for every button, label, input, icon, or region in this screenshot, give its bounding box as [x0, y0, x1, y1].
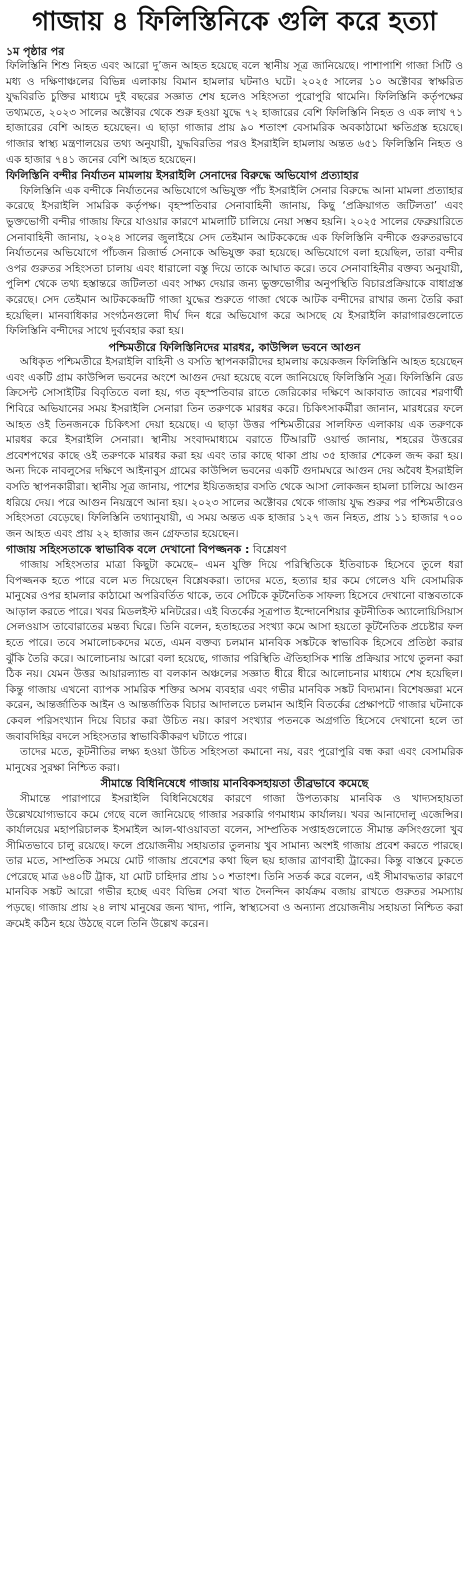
paragraph-6: সীমান্তে পারাপারে ইসরাইলি বিধিনিষেধের কারণে গাজা উপত্যকায় মানবিক ও খাদ্যসহায়তা উল্লেখযোগ্যভাবে কমে গেছে বলে জানিয়েছে গাজার সরকারি গণমাধ্যম কার্যালয়। খবর আনাদোলু এজেন্সির। কার্যালয়ের মহাপরিচালক ইসমাইল আল-থাওয়াবতা বলেন, সাম্প্রতিক সপ্তাহগুলোতে সীমান্ত ক্রসিংগুলো খুব সীমিতভাবে চালু রয়েছে। ফলে প্রয়োজনীয় সহায়তার তুলনায় খুব সামান্য অংশই গাজায় প্রবেশ করতে পারছে। তার মতে, সাম্প্রতিক সময়ে মোট গাজায় প্রবেশের কথা ছিল ছয় হাজার ত্রাণবাহী ট্রাকের। কিন্তু বাস্তবে ঢুকতে পেরেছে মাত্র ৬৪০টি ট্রাক, যা মোট চাহিদার প্রায় ১০ শতাংশ। তিনি সতর্ক করে বলেন, এই সীমাবদ্ধতার কারণে মানবিক সঙ্কট আরো গভীর হচ্ছে এবং বিভিন্ন সেবা খাত দৈনন্দিন কার্যক্রম বজায় রাখতে গুরুতর সমস্যায় পড়ছে। গাজায় প্রায় ২৪ লাখ মানুষের জন্য খাদ্য, পানি, স্বাস্থ্যসেবা ও অন্যান্য প্রয়োজনীয় সহায়তা নিশ্চিত করা ক্রমেই কঠিন হয়ে উঠছে বলে তিনি উল্লেখ করেন। — [6, 792, 463, 930]
paragraph-4: গাজায় সহিংসতার মাত্রা কিছুটা কমেছে– এমন যুক্তি দিয়ে পরিস্থিতিকে ইতিবাচক হিসেবে তুলে ধরা বিপজ্জনক হতে পারে বলে মত দিয়েছেন বিশ্লেষকরা। তাদের মতে, হত্যার হার কমে গেলেও যদি বেসামরিক মানুষের ওপর হামলার কাঠামো অপরিবর্তিত থাকে, তবে সেটিকে কূটনৈতিক সাফল্য হিসেবে দেখানো বাস্তবতাকে আড়াল করতে পারে। খবর মিডলইস্ট মনিটরের। এই বিতর্কের সূত্রপাত ইন্দোনেশিয়ার কূটনীতিক অ্যালোয়িসিয়াস সেলওয়াস তাবোরাতের মন্তব্য ঘিরে। তিনি বলেন, হতাহতের সংখ্যা কমে আসা হয়তো কূটনৈতিক প্রচেষ্টার ফল হতে পারে। তবে সমালোচকদের মতে, এমন বক্তব্য চলমান মানবিক সঙ্কটকে স্বাভাবিক হিসেবে প্রতিষ্ঠা করার ঝুঁকি তৈরি করে। আলোচনায় আরো বলা হয়েছে, গাজার পরিস্থিতি ঐতিহাসিক শান্তি প্রক্রিয়ার সাথে তুলনা করা ঠিক নয়। যেমন উত্তর আয়ারল্যান্ড বা বলকান অঞ্চলের সজ্ঞাত ধীরে ধীরে আলোচনার মাধ্যমে শেষ হয়েছিল। কিন্তু গাজায় এখনো ব্যাপক সামরিক শক্তির অসম ব্যবহার এবং গভীর মানবিক সঙ্কট বিদ্যমান। বিশেষজ্ঞরা মনে করেন, আন্তর্জাতিক আইন ও আন্তর্জাতিক বিচার আদালতে চলমান আইনি বিতর্কের প্রেক্ষাপটে গাজার ঘটনাকে কেবল পরিসংখ্যান দিয়ে বিচার করা উচিত নয়। কারণ সংখ্যার পতনকে অগ্রগতি হিসেবে দেখানো হলে তা জবাবদিহির বদলে সহিংসতার স্বাভাবিকীকরণ ঘটাতে পারে। — [6, 559, 463, 743]
subheading-3-tag: বিশ্লেষণ — [249, 543, 287, 557]
headline: গাজায় ৪ ফিলিস্তিনিকে গুলি করে হত্যা — [32, 7, 437, 37]
subheading-4: সীমান্তে বিধিনিষেধে গাজায় মানবিকসহায়তা তীব্রভাবে কমেছে — [100, 777, 369, 791]
continuation-label: ১ম পৃষ্ঠার পর — [6, 45, 65, 58]
subheading-3 — [6, 542, 463, 558]
subheading-3-bold: গাজায় সহিংসতাকে স্বাভাবিক বলে দেখানো বিপজ্জনক : — [6, 543, 250, 557]
paragraph-1: ফিলিস্তিনি শিশু নিহত এবং আরো দু’জন আহত হয়েছে বলে স্থানীয় সূত্র জানিয়েছে। পাশাপাশি গাজা সিটি ও মধ্য ও দক্ষিণাঞ্চলের বিভিন্ন এলাকায় বিমান হামলার ঘটনাও ঘটে। ২০২৫ সালের ১০ অক্টোবর স্বাক্ষরিত যুদ্ধবিরতি চুক্তির মাধ্যমে দুই বছরের সজ্ঞাত শেষ হলেও সহিংসতা পুরোপুরি থামেনি। ফিলিস্তিনি কর্তৃপক্ষের তথ্যমতে, ২০২৩ সালের অক্টোবর থেকে শুরু হওয়া যুদ্ধে ৭২ হাজারের বেশি ফিলিস্তিনি নিহত ও এক লাখ ৭১ হাজারের বেশি আহত হয়েছেন। এ ছাড়া গাজার প্রায় ৯০ শতাংশ বেসামরিক অবকাঠামো ক্ষতিগ্রস্ত হয়েছে। গাজার স্বাস্থ্য মন্ত্রণালয়ের তথ্য অনুযায়ী, যুদ্ধবিরতির পরও ইসরাইলি হামলায় অন্তত ৬৫১ ফিলিস্তিনি নিহত ও এক হাজার ৭৪১ জনের বেশি আহত হয়েছেন। — [6, 60, 463, 166]
paragraph-3: অধিকৃত পশ্চিমতীরে ইসরাইলি বাহিনী ও বসতি স্থাপনকারীদের হামলায় কয়েকজন ফিলিস্তিনি আহত হয়েছেন এবং একটি গ্রাম কাউন্সিল ভবনের অংশে আগুন দেয়া হয়েছে বলে জানিয়েছে ফিলিস্তিনি সূত্র। ফিলিস্তিনি রেড ক্রিসেন্ট সোসাইটির বিবৃতিতে বলা হয়, গত বৃহস্পতিবার রাতে জেরিকোর দক্ষিণে আকাবাত জাবের শরণার্থী শিবিরে অভিযানের সময় ইসরাইলি সেনারা তিন তরুণকে মারধর করে। চিকিৎসাকর্মীরা জানান, মারধরের ফলে আহত ওই তিনজনকে চিকিৎসা দেয়া হয়েছে। এ ছাড়া উত্তর পশ্চিমতীরের সালফিত এলাকায় এক তরুণকে মারধর করে ইসরাইলি সেনারা। স্থানীয় সংবাদমাধ্যমে বরাতে টিআরটি ওয়ার্ল্ড জানায়, শহরের উত্তরের প্রবেশপথের কাছে ওই তরুণকে মারধর করা হয় এবং তার কাছে থাকা প্রায় ৩৫ হাজার শেকেল জব্দ করা হয়। অন্য দিকে নাবলুসের দক্ষিণে আইনাবুস গ্রামের কাউন্সিল ভবনের একটি গুদামঘরে আগুন দেয় অবৈধ ইসরাইলি বসতি স্থাপনকারীরা। স্থানীয় সূত্র জানায়, পাশের ইয়িতজহার বসতি থেকে আসা লোকজন হামলা চালিয়ে আগুন ধরিয়ে দেয়। পরে আগুন নিয়ন্ত্রণে আনা হয়। ২০২৩ সালের অক্টোবর থেকে গাজায় যুদ্ধ শুরুর পর পশ্চিমতীরেও সহিংসতা বেড়েছে। ফিলিস্তিনি তথ্যানুযায়ী, এ সময় অন্তত এক হাজার ১২৭ জন নিহত, প্রায় ১১ হাজার ৭০০ জন আহত এবং প্রায় ২২ হাজার জন গ্রেফতার হয়েছেন। — [6, 356, 463, 540]
subheading-1: ফিলিস্তিনি বন্দীর নির্যাতন মামলায় ইসরাইলি সেনাদের বিরুদ্ধে অভিযোগ প্রত্যাহার — [6, 169, 359, 183]
paragraph-2: ফিলিস্তিনি এক বন্দীকে নির্যাতনের অভিযোগে অভিযুক্ত পাঁচ ইসরাইলি সেনার বিরুদ্ধে আনা মামলা প্রত্যাহার করেছে ইসরাইলি সামরিক কর্তৃপক্ষ। বৃহস্পতিবার সেনাবাহিনী জানায়, কিছু ‘প্রক্রিয়াগত জটিলতা’ এবং ভুক্তভোগী বন্দীর গাজায় ফিরে যাওয়ার কারণে মামলাটি চালিয়ে নেয়া সম্ভব হয়নি। ২০২৫ সালের ফেব্রুয়ারিতে সেনাবাহিনী জানায়, ২০২৪ সালের জুলাইয়ে সেদ তেইমান আটককেন্দ্রে এক ফিলিস্তিনি বন্দীকে গুরুতরভাবে নির্যাতনের অভিযোগে পাঁচজন রিজার্ভ সেনাকে অভিযুক্ত করা হয়েছে। অভিযোগে বলা হয়েছিল, তারা বন্দীর ওপর গুরুতর সহিংসতা চালায় এবং ধারালো বস্তু দিয়ে তাকে আঘাত করে। তবে সেনাবাহিনীর বক্তব্য অনুযায়ী, পুলিশ থেকে তথ্য হস্তান্তরে জটিলতা এবং সাক্ষ্য দেয়ার জন্য ভুক্তভোগীর অনুপস্থিতি বিচারপ্রক্রিয়াকে বাধাগ্রস্ত করেছে। সেদ তেইমান আটককেন্দ্রটি গাজা যুদ্ধের শুরুতে গাজা থেকে আটক বন্দীদের রাখার জন্য তৈরি করা হয়েছিল। মানবাধিকার সংগঠনগুলো দীর্ঘ দিন ধরে অভিযোগ করে আসছে যে ইসরাইলি কারাগারগুলোতে ফিলিস্তিনি বন্দীদের সাথে দুর্ব্যবহার করা হয়। — [6, 184, 463, 338]
subheading-2: পশ্চিমতীরে ফিলিস্তিনিদের মারধর, কাউন্সিল ভবনে আগুন — [108, 340, 361, 354]
paragraph-5: তাদের মতে, কূটনীতির লক্ষ্য হওয়া উচিত সহিংসতা কমানো নয়, বরং পুরোপুরি বন্ধ করা এবং বেসামরিক মানুষের সুরক্ষা নিশ্চিত করা। — [6, 746, 463, 774]
